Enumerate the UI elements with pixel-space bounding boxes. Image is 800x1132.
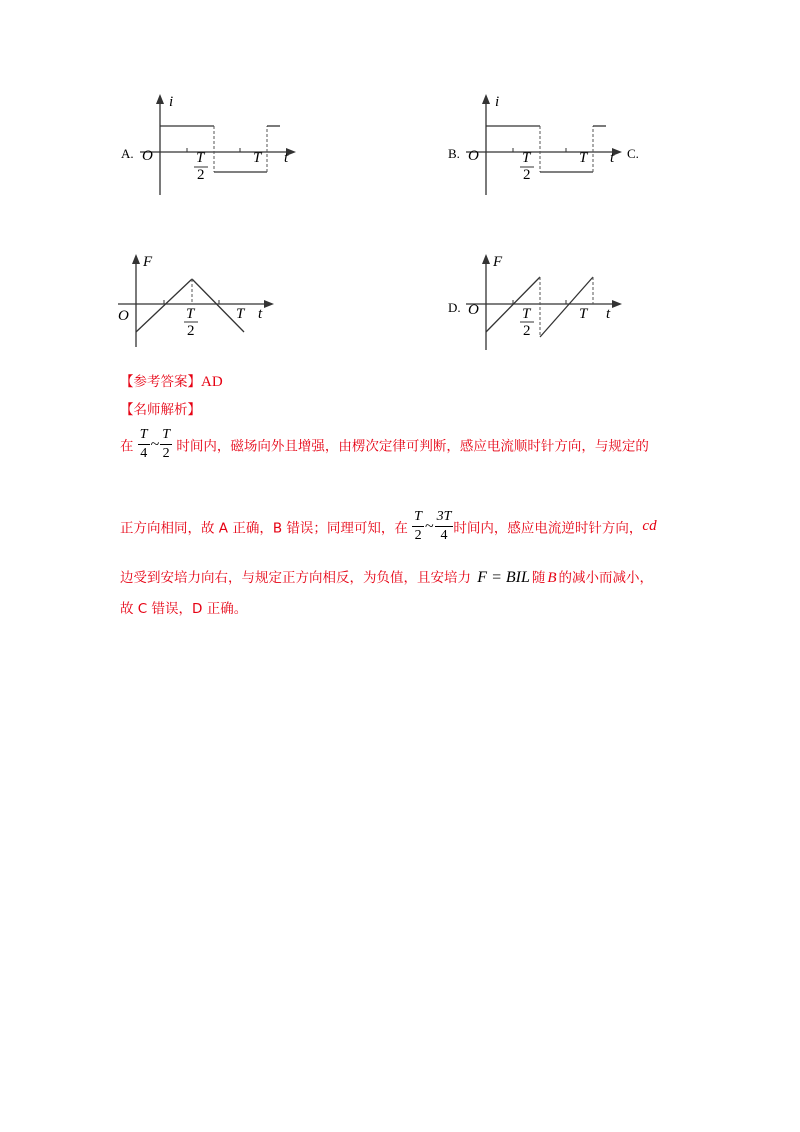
analysis-text-2b: 时间内，感应电流逆时针方向， (453, 520, 643, 537)
period-label: T (579, 306, 588, 322)
axis-label-t: t (284, 150, 289, 166)
period-label: T (253, 150, 262, 166)
half-period-den: 2 (187, 323, 195, 339)
answer-value: AD (201, 374, 223, 390)
graph-option-d (466, 252, 636, 352)
tilde-symbol: ~ (424, 517, 434, 535)
axis-label-t: t (606, 306, 611, 322)
var-cd: cd (642, 518, 657, 534)
axis-label-t: t (258, 306, 263, 322)
period-label: T (236, 306, 245, 322)
origin-label: O (468, 302, 479, 318)
half-period-num: T (186, 306, 195, 322)
fraction-t-over-4: $\frac{T}{4}$ (139, 427, 148, 461)
answer-heading: 【参考答案】 (120, 374, 201, 390)
origin-label: O (468, 148, 479, 164)
fraction-3t-over-4: $\frac{3T}{4}$ (436, 509, 452, 543)
option-b-label: B. (448, 146, 460, 161)
axis-label-i: i (495, 94, 500, 110)
half-period-den: 2 (523, 167, 531, 183)
period-label: T (579, 150, 588, 166)
option-c-label: C. (627, 146, 639, 161)
origin-label: O (118, 308, 129, 324)
fraction-t-over-2: $\frac{T}{2}$ (162, 427, 171, 461)
option-d-label: D. (448, 300, 461, 315)
text-zai: 在 (120, 438, 134, 455)
analysis-line-3 (120, 566, 653, 587)
axis-label-f: F (493, 254, 503, 270)
analysis-heading: 【名师解析】 (120, 402, 201, 418)
fraction-t-over-2-b: $\frac{T}{2}$ (414, 509, 422, 543)
graph-option-b (466, 90, 636, 200)
half-period-num: T (522, 306, 531, 322)
analysis-text-3: 边受到安培力向右，与规定正方向相反，为负值，且安培力 (120, 570, 471, 586)
half-period-den: 2 (197, 167, 205, 183)
var-b: B (547, 570, 557, 586)
option-a-label: A. (121, 146, 134, 161)
graph-option-a (140, 90, 310, 200)
answer-line (120, 370, 223, 391)
analysis-text-3-end: 的减小而减小， (558, 570, 654, 586)
origin-label: O (142, 148, 153, 164)
tilde-symbol: ~ (150, 435, 160, 453)
analysis-line-2 (120, 510, 657, 543)
analysis-text-1: 时间内，磁场向外且增强，由楞次定律可判断，感应电流顺时针方向，与规定的 (176, 438, 649, 455)
graph-option-c (118, 252, 288, 352)
formula-f-bil: F = BIL (477, 569, 530, 586)
axis-label-i: i (169, 94, 174, 110)
analysis-line-1 (120, 428, 649, 461)
half-period-num: T (522, 150, 531, 166)
half-period-num: T (196, 150, 205, 166)
analysis-line-4: 故 C 错误，D 正确。 (120, 601, 248, 617)
axis-label-t: t (610, 150, 615, 166)
half-period-den: 2 (523, 323, 531, 339)
analysis-text-3-mid: 随 (531, 570, 546, 586)
axis-label-f: F (143, 254, 153, 270)
analysis-text-2: 正方向相同，故 A 正确，B 错误；同理可知，在 (120, 520, 408, 537)
